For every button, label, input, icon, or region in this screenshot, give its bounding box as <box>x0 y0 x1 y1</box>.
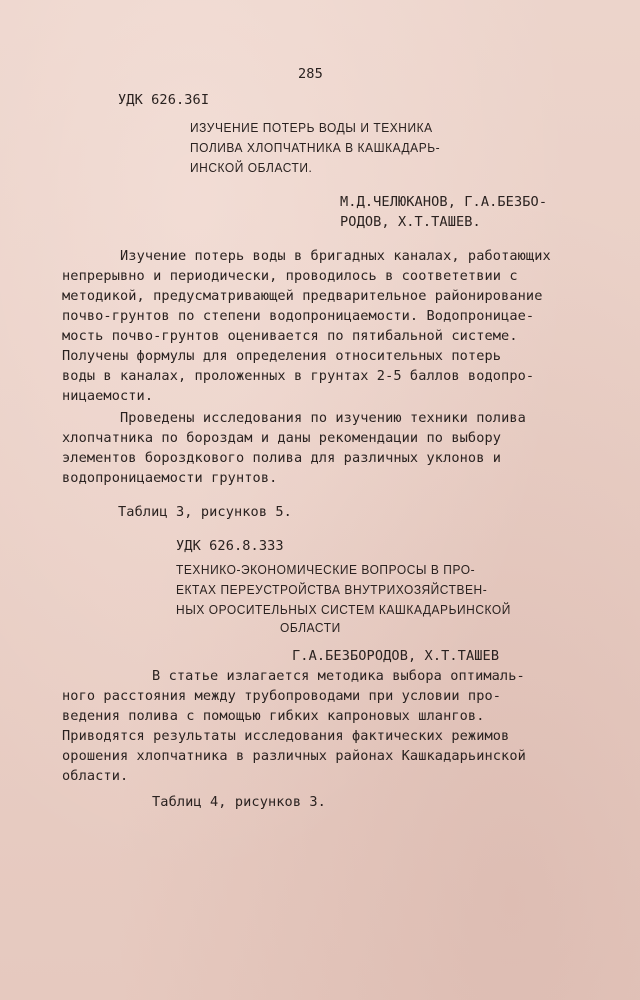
article2-title-line-4: ОБЛАСТИ <box>280 620 341 635</box>
article1-body-line-6: Получены формулы для определения относительных потерь <box>62 348 502 364</box>
article1-authors-line-1: М.Д.ЧЕЛЮКАНОВ, Г.А.БЕЗБО- <box>340 194 548 210</box>
article1-body-line-3: методикой, предусматривающей предварительное районирование <box>62 288 543 304</box>
article1-body-line-9: Проведены исследования по изучению техники полива <box>120 410 526 426</box>
article1-title-line-2: ПОЛИВА ХЛОПЧАТНИКА В КАШКАДАРЬ- <box>190 140 441 155</box>
article2-title-line-1: ТЕХНИКО-ЭКОНОМИЧЕСКИЕ ВОПРОСЫ В ПРО- <box>176 562 476 577</box>
article2-udk: УДК 626.8.333 <box>176 538 284 554</box>
article1-body-line-10: хлопчатника по бороздам и даны рекомендации по выбору <box>62 430 502 446</box>
article1-authors-line-2: РОДОВ, Х.Т.ТАШЕВ. <box>340 214 481 230</box>
article1-udk: УДК 626.36I <box>118 92 210 108</box>
article1-body-line-8: ницаемости. <box>62 388 154 404</box>
article2-body-line-6: области. <box>62 768 129 784</box>
article1-body-line-5: мость почво-грунтов оценивается по пятибальной системе. <box>62 328 518 344</box>
article2-title-line-3: НЫХ ОРОСИТЕЛЬНЫХ СИСТЕМ КАШКАДАРЬИНСКОЙ <box>176 602 511 617</box>
article2-body-line-4: Приводятся результаты исследования фактических режимов <box>62 728 510 744</box>
article2-authors: Г.А.БЕЗБОРОДОВ, Х.Т.ТАШЕВ <box>292 648 500 664</box>
article1-body-line-2: непрерывно и периодически, проводилось в соответетвии с <box>62 268 518 284</box>
article1-body-line-1: Изучение потерь воды в бригадных каналах, работающих <box>120 248 551 264</box>
article1-body-line-12: водопроницаемости грунтов. <box>62 470 278 486</box>
article1-title-line-1: ИЗУЧЕНИЕ ПОТЕРЬ ВОДЫ И ТЕХНИКА <box>190 120 433 135</box>
article2-body-line-1: В статье излагается методика выбора оптималь- <box>152 668 525 684</box>
article1-body-line-4: почво-грунтов по степени водопроницаемости. Водопроницае- <box>62 308 535 324</box>
article2-body-line-2: ного расстояния между трубопроводами при условии про- <box>62 688 502 704</box>
page-number: 285 <box>298 66 323 82</box>
article1-title-line-3: ИНСКОЙ ОБЛАСТИ. <box>190 160 313 175</box>
article1-tables: Таблиц 3, рисунков 5. <box>118 504 292 520</box>
article1-body-line-7: воды в каналах, проложенных в грунтах 2-5 баллов водопро- <box>62 368 535 384</box>
article1-body-line-11: элементов бороздкового полива для различных уклонов и <box>62 450 502 466</box>
article2-body-line-5: орошения хлопчатника в различных районах Кашкадарьинской <box>62 748 526 764</box>
article2-title-line-2: ЕКТАХ ПЕРЕУСТРОЙСТВА ВНУТРИХОЗЯЙСТВЕН- <box>176 582 488 597</box>
article2-body-line-3: ведения полива с помощью гибких капроновых шлангов. <box>62 708 485 724</box>
article2-tables: Таблиц 4, рисунков 3. <box>152 794 326 810</box>
